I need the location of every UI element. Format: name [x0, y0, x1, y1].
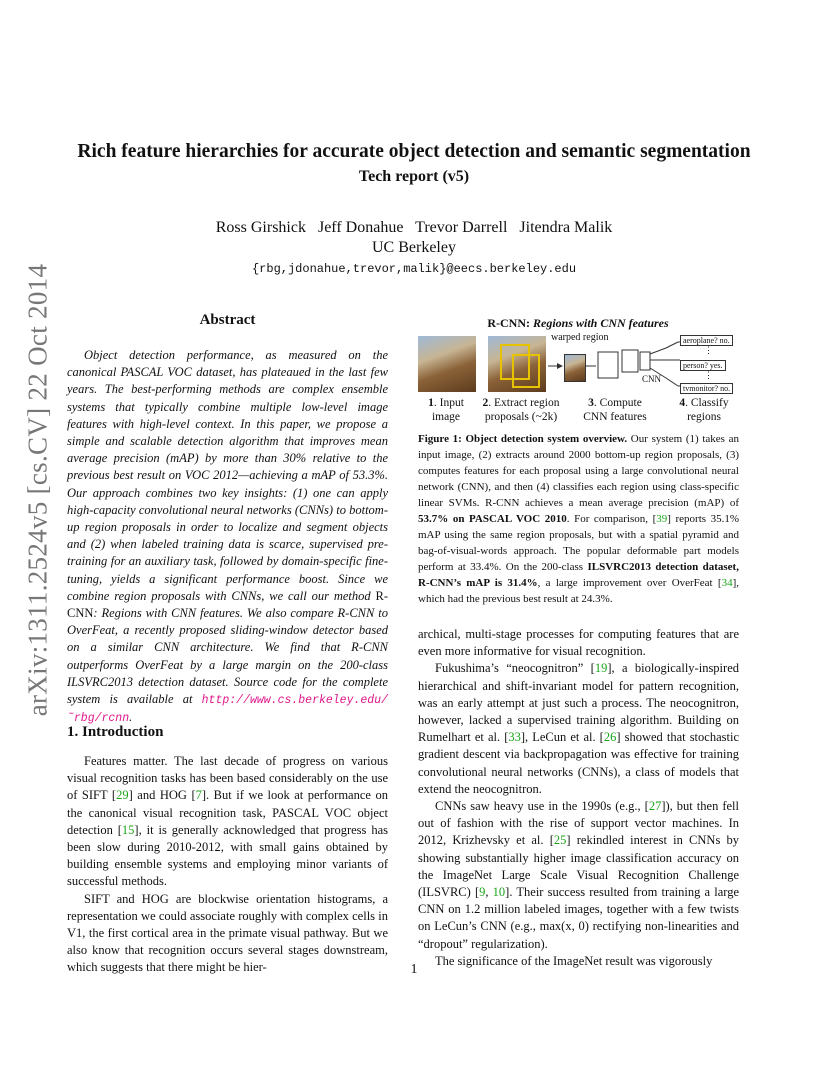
intro-text: ]. But if we look at performance on the canonical visual recognition task, PASCAL VOC object detection [: [67, 788, 388, 837]
abstract-heading: Abstract: [199, 312, 256, 328]
intro-text: Features matter. The last decade of progress on various visual recognition tasks has been based considerably on the use of SIFT [: [67, 754, 388, 803]
body-text: ], a biologically-inspired hierarchical and shift-invariant model for pattern recognition, was an early attempt at just such a process. The neocognitron, however, lacked a supervised training algorithm. Building on Rumelhart et al. [: [418, 661, 739, 745]
caption-text: Our system (1) takes an input image, (2) extracts around 2000 bottom-up region proposals, (3) computes features for each proposal using a large convolutional neural network (CNN), and then (4) classifies each region using class-specific linear SVMs. R-CNN achieves a mean average precision (mAP) of: [418, 433, 739, 509]
stage-number: 4: [679, 397, 686, 409]
stage-number: 3: [588, 397, 594, 409]
cnn-label: CNN: [642, 374, 662, 384]
author-emails: {rbg,jdonahue,trevor,malik}@eecs.berkeley.edu: [251, 262, 577, 276]
ellipsis: ⋮: [704, 370, 713, 380]
citation-link[interactable]: 29: [116, 788, 129, 803]
stage-text: . Extract region: [488, 397, 560, 409]
stage-text: . Compute: [593, 397, 642, 409]
figure-caption: [418, 431, 739, 607]
citation-link[interactable]: 7: [195, 788, 202, 803]
body-text: ], LeCun et al. [: [520, 730, 604, 745]
right-paragraph-1: [418, 660, 739, 798]
stage-number: 2: [482, 397, 489, 409]
stage-number: 1: [428, 397, 434, 409]
caption-bold: 53.7% on PASCAL VOC 2010: [418, 513, 567, 525]
intro-body: [67, 753, 388, 977]
stage-4-label: [670, 396, 738, 424]
citation-link[interactable]: 25: [553, 833, 567, 848]
classification-label: tvmonitor? no.: [680, 383, 733, 394]
stage-3-label: [574, 396, 656, 424]
intro-paragraph-2: SIFT and HOG are blockwise orientation histograms, a representation we could associate roughly with complex cells in V1, the first cortical area in the primate visual pathway. But we also know that recognition occurs several stages downstream, which suggests that there might be hier-: [67, 891, 388, 975]
right-paragraph-2: [418, 798, 739, 953]
citation-link[interactable]: 33: [508, 730, 521, 745]
body-text: Fukushima’s “neocognitron” [: [435, 661, 595, 676]
stage-1-label: [418, 396, 474, 424]
citation-link[interactable]: 10: [492, 885, 506, 900]
right-column-body: [418, 626, 739, 970]
body-text: CNNs saw heavy use in the 1990s (e.g., [: [435, 799, 649, 814]
stage-text: . Input: [433, 397, 464, 409]
caption-text: , a large improvement over OverFeat [: [537, 577, 722, 589]
citation-link[interactable]: 15: [121, 822, 135, 837]
right-paragraph-3: The significance of the ImageNet result was vigorously: [435, 953, 713, 968]
arxiv-id: arXiv:1311.2524v5 [cs.CV] 22 Oct 2014: [22, 263, 53, 717]
abstract-end: .: [129, 710, 133, 725]
code-url-link[interactable]: http://www.cs.berkeley.edu/˜rbg/rcnn: [67, 694, 388, 726]
caption-text: ] reports 35.1% mAP using the same region proposals, but with a spatial pyramid and bag-of-visual-words approach. The popular deformable part models perform at 33.4%. On the 200-class: [418, 513, 740, 573]
intro-heading: 1. Introduction: [67, 724, 164, 740]
stage-text: regions: [687, 411, 721, 423]
ellipsis: ⋮: [704, 345, 713, 355]
caption-bold: ILSVRC2013 detection dataset, R-CNN’s mAP is 31.4%: [418, 561, 739, 589]
stage-text: image: [431, 411, 461, 423]
intro-text: ], it is generally acknowledged that progress has been slow during 2010-2012, with small gains obtained by building ensemble systems and employing minor variants of successful methods.: [67, 822, 388, 889]
caption-label: Figure 1: Object detection system overview.: [418, 433, 628, 445]
stage-text: CNN features: [583, 411, 647, 423]
caption-text: ], which had the previous best result at 24.3%.: [418, 577, 739, 605]
abstract-body: [67, 347, 388, 727]
citation-link[interactable]: 27: [648, 799, 662, 814]
stage-text: proposals (~2k): [484, 411, 558, 423]
intro-paragraph-1: [67, 753, 388, 891]
stage-text: . Classify: [685, 397, 729, 409]
body-text: ] showed that stochastic gradient descent via backpropagation was effective for training convolutional neural networks (CNNs), a class of models that extend the neocognitron.: [418, 730, 739, 796]
figure-title: [418, 316, 738, 331]
body-text: ]), but then fell out of fashion with the rise of support vector machines. In 2012, Krizhevsky et al. [: [418, 799, 740, 848]
citation-link[interactable]: 39: [656, 513, 668, 525]
authors: Ross Girshick Jeff Donahue Trevor Darrell Jitendra Malik: [215, 219, 613, 236]
paper-title: Rich feature hierarchies for accurate object detection and semantic segmentation: [77, 141, 751, 162]
body-text: ,: [485, 885, 493, 900]
paper-subtitle: Tech report (v5): [358, 168, 470, 185]
citation-link[interactable]: 9: [479, 885, 486, 900]
citation-link[interactable]: 34: [721, 577, 733, 589]
arxiv-sidebar-stamp: [16, 263, 60, 717]
caption-text: . For comparison, [: [566, 513, 657, 525]
right-paragraph-0: archical, multi-stage processes for computing features that are even more informative for visual recognition.: [418, 627, 739, 659]
citation-link[interactable]: 19: [594, 661, 608, 676]
intro-text: ] and HOG [: [128, 788, 196, 803]
affiliation: UC Berkeley: [372, 239, 456, 256]
abstract-text-2: . We also compare R-CNN to OverFeat, a recently proposed sliding-window detector based on a similar CNN architecture. We find that R-CNN outperforms OverFeat by a large margin on the 200-class ILSVRC2013 detection dataset. Source code for the complete system is available at: [67, 606, 388, 707]
body-text: ] rekindled interest in CNNs by showing substantially higher image classification accuracy on the ImageNet Large Scale Visual Recognition Challenge (ILSVRC) [: [418, 833, 740, 900]
abstract-rcnn-expansion: : Regions with CNN features: [93, 606, 240, 621]
classification-label: person? yes.: [680, 360, 726, 371]
abstract-text: Object detection performance, as measured on the canonical PASCAL VOC dataset, has plateaued in the last few years. The best-performing methods are complex ensemble systems that typically combine multiple low-level image features with high-level context. In this paper, we propose a simple and scalable detection algorithm that improves mean average precision (mAP) by more than 30% relative to the previous best result on VOC 2012—achieving a mAP of 53.3%. Our approach combines two key insights: (1) one can apply high-capacity convolutional neural networks (CNNs) to bottom-up region proposals in order to localize and segment objects and (2) when labeled training data is scarce, supervised pre-training for an auxiliary task, followed by domain-specific fine-tuning, yields a significant performance boost. Since we combine region proposals with CNNs, we call our method: [67, 348, 388, 603]
page-number: 1: [410, 962, 418, 977]
citation-link[interactable]: 26: [603, 730, 617, 745]
abstract-rcnn: R-CNN: [67, 588, 388, 621]
body-text: ]. Their success resulted from training a large CNN on 1.2 million labeled images, together with a few twists on LeCun’s CNN (e.g., max(x, 0) rectifying non-linearities and “dropout” regularization).: [418, 885, 739, 951]
stage-2-label: [476, 396, 566, 424]
warped-region-label: warped region: [551, 332, 609, 343]
figure-title-italic: Regions with CNN features: [532, 316, 669, 330]
figure-title-bold: R-CNN:: [487, 316, 533, 330]
classification-label: aeroplane? no.: [680, 335, 733, 346]
